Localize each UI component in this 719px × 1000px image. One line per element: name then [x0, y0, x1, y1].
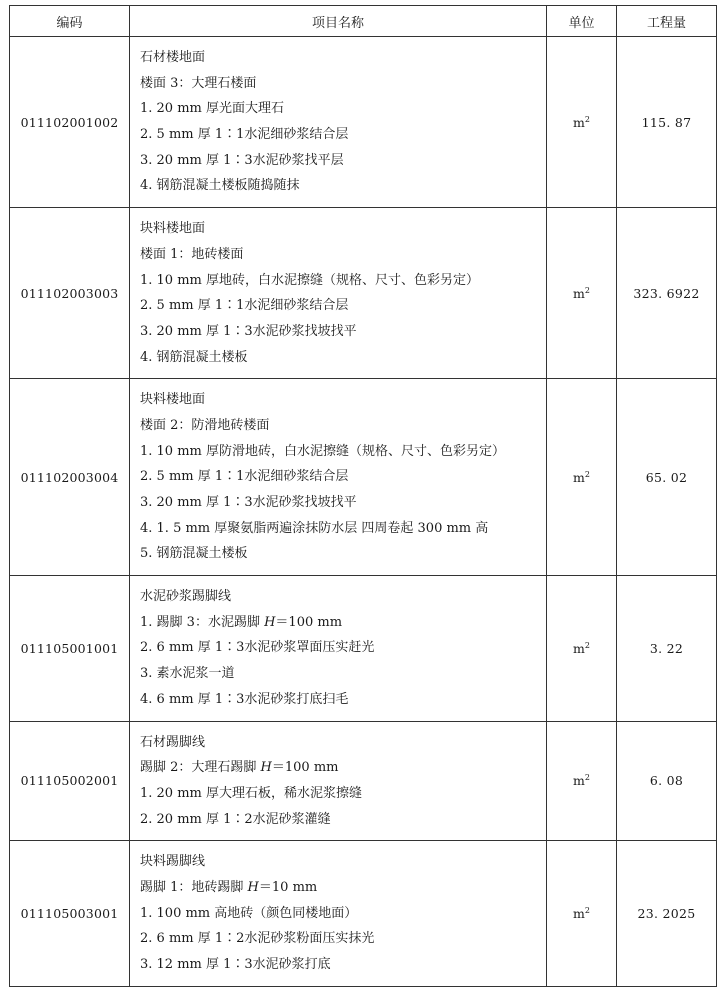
item-description — [130, 208, 547, 379]
item-description — [130, 841, 547, 986]
table-row — [10, 379, 717, 576]
item-quantity: 6. 08 — [617, 721, 717, 841]
description-line: 1. 20 mm 厚大理石板，稀水泥浆擦缝 — [140, 785, 362, 801]
description-line: 楼面 2：防滑地砖楼面 — [140, 417, 270, 433]
item-code: 011105001001 — [10, 576, 130, 721]
description-line: 水泥砂浆踢脚线 — [140, 589, 232, 605]
description-line: 4. 钢筋混凝土楼板 — [140, 349, 248, 365]
unit-exponent: 2 — [584, 640, 590, 650]
table-row — [10, 208, 717, 379]
description-line: 块料踢脚线 — [140, 854, 206, 870]
item-unit — [547, 379, 617, 576]
header-row — [10, 6, 717, 37]
description-line: 3. 20 mm 厚 1∶3水泥砂浆找坡找平 — [140, 323, 357, 339]
table-row — [10, 721, 717, 841]
description-line: 楼面 3：大理石楼面 — [140, 75, 257, 91]
unit-base: m — [573, 285, 585, 301]
item-code: 011102001002 — [10, 37, 130, 208]
item-unit — [547, 721, 617, 841]
description-line: 2. 5 mm 厚 1∶1水泥细砂浆结合层 — [140, 127, 349, 143]
item-description — [130, 379, 547, 576]
header-unit: 单位 — [547, 6, 617, 37]
item-description — [130, 721, 547, 841]
description-line: 4. 1. 5 mm 厚聚氨脂两遍涂抹防水层 四周卷起 300 mm 高 — [140, 520, 489, 536]
description-line: 2. 5 mm 厚 1∶1水泥细砂浆结合层 — [140, 298, 349, 314]
description-line: 块料楼地面 — [140, 392, 206, 408]
unit-exponent: 2 — [584, 114, 590, 124]
description-line: 楼面 1：地砖楼面 — [140, 246, 244, 262]
header-code: 编码 — [10, 6, 130, 37]
table-row — [10, 576, 717, 721]
header-qty: 工程量 — [617, 6, 717, 37]
item-code: 011102003004 — [10, 379, 130, 576]
unit-exponent: 2 — [584, 773, 590, 783]
description-line: 3. 素水泥浆一道 — [140, 666, 235, 682]
description-line: 1. 20 mm 厚光面大理石 — [140, 101, 284, 117]
item-unit — [547, 208, 617, 379]
description-line: 2. 20 mm 厚 1∶2水泥砂浆灌缝 — [140, 811, 331, 827]
header-name: 项目名称 — [130, 6, 547, 37]
description-line: 石材楼地面 — [140, 50, 206, 65]
description-line: 1. 10 mm 厚防滑地砖，白水泥擦缝（规格、尺寸、色彩另定） — [140, 443, 505, 459]
item-description — [130, 37, 547, 208]
table-body — [10, 37, 717, 987]
item-quantity: 323. 6922 — [617, 208, 717, 379]
unit-base: m — [573, 773, 585, 789]
unit-exponent: 2 — [584, 905, 590, 915]
unit-exponent: 2 — [584, 285, 590, 295]
description-line: 5. 钢筋混凝土楼板 — [140, 546, 248, 562]
item-quantity: 115. 87 — [617, 37, 717, 208]
unit-base: m — [573, 905, 585, 921]
item-code: 011102003003 — [10, 208, 130, 379]
item-quantity: 23. 2025 — [617, 841, 717, 986]
unit-base: m — [573, 640, 585, 656]
description-line: 2. 6 mm 厚 1∶2水泥砂浆粉面压实抹光 — [140, 931, 375, 947]
table-row — [10, 841, 717, 986]
item-unit — [547, 841, 617, 986]
unit-base: m — [573, 114, 585, 130]
description-line: 3. 12 mm 厚 1∶3水泥砂浆打底 — [140, 957, 331, 972]
quantity-table — [9, 5, 717, 987]
item-code: 011105002001 — [10, 721, 130, 841]
description-line: 4. 钢筋混凝土楼板随捣随抹 — [140, 178, 300, 194]
unit-exponent: 2 — [584, 469, 590, 479]
table-row — [10, 37, 717, 208]
description-line: 踢脚 2：大理石踢脚 H＝100 mm — [140, 760, 339, 776]
item-quantity: 3. 22 — [617, 576, 717, 721]
item-code: 011105003001 — [10, 841, 130, 986]
description-line: 4. 6 mm 厚 1∶3水泥砂浆打底扫毛 — [140, 691, 349, 707]
description-line: 1. 100 mm 高地砖（颜色同楼地面） — [140, 905, 358, 921]
item-quantity: 65. 02 — [617, 379, 717, 576]
description-line: 2. 5 mm 厚 1∶1水泥细砂浆结合层 — [140, 469, 349, 485]
description-line: 3. 20 mm 厚 1∶3水泥砂浆找坡找平 — [140, 495, 357, 510]
description-line: 石材踢脚线 — [140, 734, 206, 750]
item-unit — [547, 576, 617, 721]
description-line: 2. 6 mm 厚 1∶3水泥砂浆罩面压实赶光 — [140, 640, 375, 656]
description-line: 3. 20 mm 厚 1∶3水泥砂浆找平层 — [140, 152, 344, 168]
item-description — [130, 576, 547, 721]
description-line: 块料楼地面 — [140, 221, 206, 237]
unit-base: m — [573, 469, 585, 485]
description-line: 1. 10 mm 厚地砖，白水泥擦缝（规格、尺寸、色彩另定） — [140, 272, 479, 288]
item-unit — [547, 37, 617, 208]
description-line: 踢脚 1：地砖踢脚 H＝10 mm — [140, 879, 318, 895]
description-line: 1. 踢脚 3：水泥踢脚 H＝100 mm — [140, 614, 343, 630]
